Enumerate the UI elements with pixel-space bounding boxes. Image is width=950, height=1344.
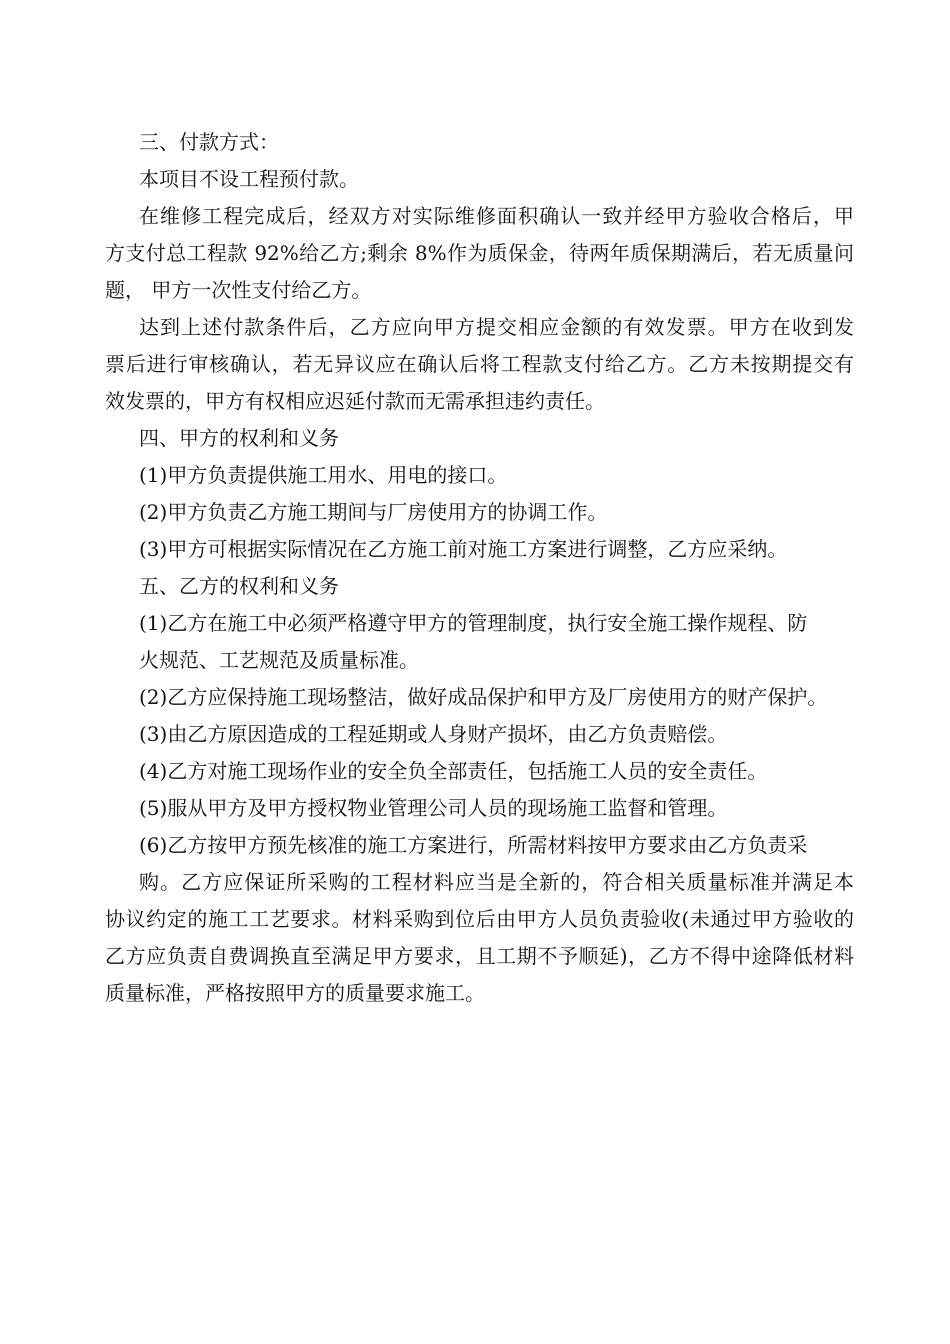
paragraph-line: 票后进行审核确认，若无异议应在确认后将工程款支付给乙方。乙方未按期提交有	[105, 352, 854, 376]
list-item: (5)服从甲方及甲方授权物业管理公司人员的现场施工监督和管理。	[139, 796, 728, 820]
paragraph-line: 效发票的，甲方有权相应迟延付款而无需承担违约责任。	[105, 389, 605, 413]
section-heading-party-b: 五、乙方的权利和义务	[139, 574, 339, 598]
list-item: (1)乙方在施工中必须严格遵守甲方的管理制度，执行安全施工操作规程、防	[139, 611, 808, 635]
list-item: (3)由乙方原因造成的工程延期或人身财产损坏，由乙方负责赔偿。	[139, 722, 728, 746]
paragraph-line: 乙方应负责自费调换直至满足甲方要求，且工期不予顺延)，乙方不得中途降低材料	[105, 944, 854, 968]
list-item: (2)乙方应保持施工现场整洁，做好成品保护和甲方及厂房使用方的财产保护。	[139, 685, 828, 709]
list-item: (6)乙方按甲方预先核准的施工方案进行，所需材料按甲方要求由乙方负责采	[139, 833, 808, 857]
list-item: (4)乙方对施工现场作业的安全负全部责任，包括施工人员的安全责任。	[139, 759, 768, 783]
paragraph-line: 购。乙方应保证所采购的工程材料应当是全新的，符合相关质量标准并满足本	[139, 870, 854, 894]
paragraph-line: 达到上述付款条件后，乙方应向甲方提交相应金额的有效发票。甲方在收到发	[139, 315, 854, 339]
section-heading-payment: 三、付款方式：	[139, 130, 279, 154]
section-heading-party-a: 四、甲方的权利和义务	[139, 426, 339, 450]
list-item-continuation: 火规范、工艺规范及质量标准。	[139, 648, 419, 672]
paragraph-line: 本项目不设工程预付款。	[139, 167, 359, 191]
paragraph-line: 题， 甲方一次性支付给乙方。	[105, 278, 372, 302]
list-item: (1)甲方负责提供施工用水、用电的接口。	[139, 463, 508, 487]
list-item: (3)甲方可根据实际情况在乙方施工前对施工方案进行调整，乙方应采纳。	[139, 537, 788, 561]
paragraph-line: 在维修工程完成后，经双方对实际维修面积确认一致并经甲方验收合格后，甲	[139, 204, 854, 228]
paragraph-line: 方支付总工程款 92%给乙方;剩余 8%作为质保金，待两年质保期满后，若无质量问	[105, 241, 854, 265]
list-item: (2)甲方负责乙方施工期间与厂房使用方的协调工作。	[139, 500, 608, 524]
paragraph-line: 协议约定的施工工艺要求。材料采购到位后由甲方人员负责验收(未通过甲方验收的	[105, 907, 854, 931]
paragraph-line: 质量标准，严格按照甲方的质量要求施工。	[105, 981, 485, 1005]
